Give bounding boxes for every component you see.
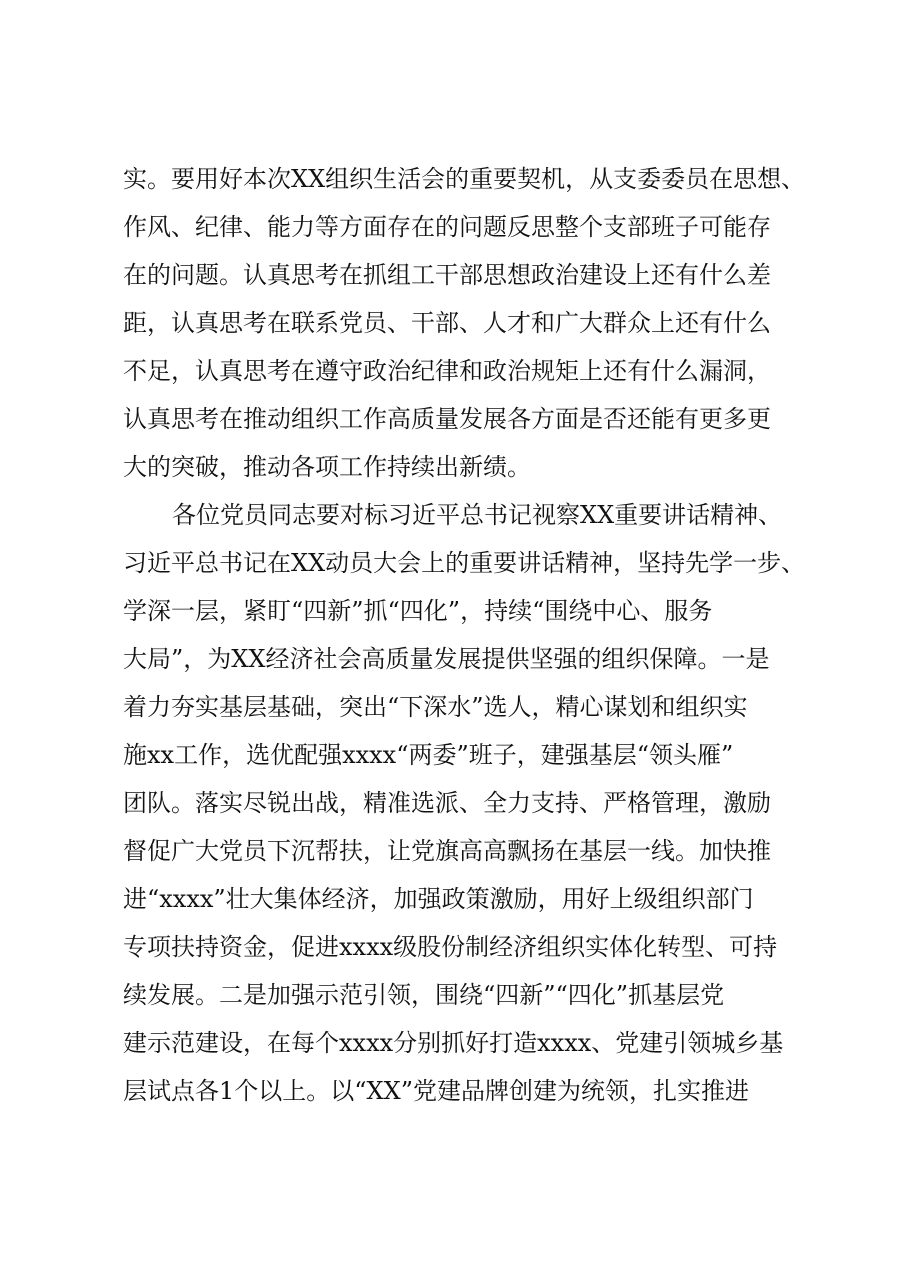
document-page: 实。要用好本次XX组织生活会的重要契机，从支委委员在思想、 作风、纪律、能力等方面存在的问题反思整个支部班子可能存 在的问题。认真思考在抓组工干部思想政治建设上还有什么差 距，认真思考在联系党员、干部、人才和广大群众上还有什么 不足，认真思考在遵守政治纪律和政治规矩上还有什么漏洞， 认真思考在推动组织工作高质量发展各方面是否还能有更多更 大的突破，推动各项工作持续出新绩。 各位党员同志要对标习近平总书记视察XX重要讲话精神、 习近平总书记在XX动员大会上的重要讲话精神，坚持先学一步、 学深一层，紧盯“四新”抓“四化”，持续“围绕中心、服务 大局”，为XX经济社会高质量发展提供坚强的组织保障。一是 着力夯实基层基础，突出“下深水”选人，精心谋划和组织实 施xx工作，选优配强xxxx“两委”班子，建强基层“领头雁” 团队。落实尽锐出战，精准选派、全力支持、严格管理，激励 督促广大党员下沉帮扶，让党旗高高飘扬在基层一线。加快推 进“xxxx”壮大集体经济，加强政策激励，用好上级组织部门 专项扶持资金，促进xxxx级股份制经济组织实体化转型、可持 续发展。二是加强示范引领，围绕“四新”“四化”抓基层党 建示范建设，在每个xxxx分别抓好打造xxxx、党建引领城乡基 层试点各1个以上。以“XX”党建品牌创建为统领，扎实推进	[0, 0, 909, 1286]
